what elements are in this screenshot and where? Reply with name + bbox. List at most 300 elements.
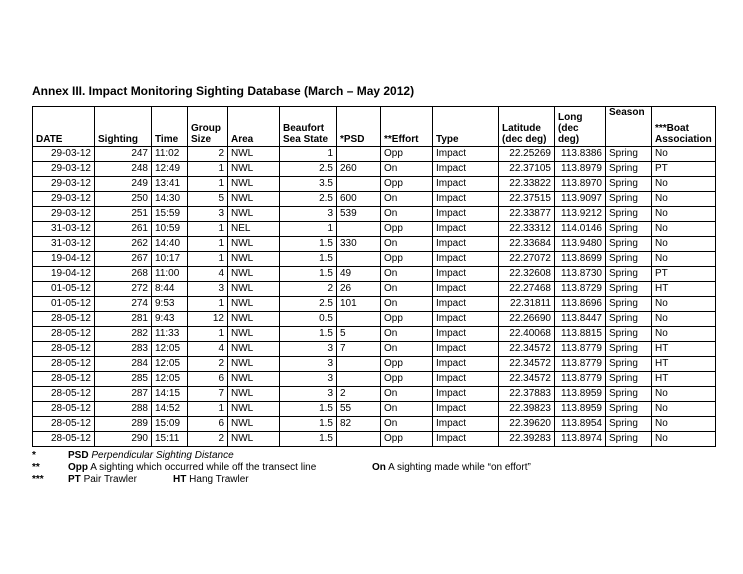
footnote-symbol: *** — [32, 474, 44, 485]
cell-season: Spring — [606, 252, 652, 267]
cell-time: 14:52 — [152, 402, 188, 417]
cell-area: NWL — [228, 297, 280, 312]
cell-type: Impact — [433, 147, 499, 162]
cell-type: Impact — [433, 387, 499, 402]
cell-beaufort: 2 — [280, 282, 337, 297]
cell-group-size: 1 — [188, 177, 228, 192]
footnote-boat — [32, 474, 672, 486]
cell-boat-association: HT — [652, 357, 716, 372]
cell-season: Spring — [606, 282, 652, 297]
table-row — [33, 402, 716, 417]
cell-time: 8:44 — [152, 282, 188, 297]
cell-season: Spring — [606, 372, 652, 387]
cell-sighting: 289 — [95, 417, 152, 432]
cell-area: NWL — [228, 267, 280, 282]
cell-season: Spring — [606, 327, 652, 342]
cell-latitude: 22.39823 — [499, 402, 555, 417]
cell-time: 14:15 — [152, 387, 188, 402]
cell-long: 113.9097 — [555, 192, 606, 207]
cell-long: 113.8779 — [555, 357, 606, 372]
cell-group-size: 2 — [188, 147, 228, 162]
cell-sighting: 283 — [95, 342, 152, 357]
cell-date: 29-03-12 — [33, 162, 95, 177]
cell-sighting: 281 — [95, 312, 152, 327]
table-body — [33, 147, 716, 447]
cell-group-size: 1 — [188, 252, 228, 267]
cell-effort: On — [381, 327, 433, 342]
cell-type: Impact — [433, 372, 499, 387]
cell-sighting: 290 — [95, 432, 152, 447]
cell-area: NWL — [228, 327, 280, 342]
cell-psd — [337, 222, 381, 237]
cell-beaufort: 1 — [280, 147, 337, 162]
cell-area: NWL — [228, 147, 280, 162]
cell-group-size: 1 — [188, 162, 228, 177]
cell-effort: Opp — [381, 357, 433, 372]
table-row — [33, 372, 716, 387]
cell-group-size: 1 — [188, 297, 228, 312]
cell-type: Impact — [433, 402, 499, 417]
cell-group-size: 7 — [188, 387, 228, 402]
cell-sighting: 251 — [95, 207, 152, 222]
cell-psd: 600 — [337, 192, 381, 207]
footnotes — [32, 450, 672, 486]
cell-season: Spring — [606, 162, 652, 177]
cell-time: 13:41 — [152, 177, 188, 192]
cell-date: 01-05-12 — [33, 282, 95, 297]
cell-type: Impact — [433, 222, 499, 237]
cell-type: Impact — [433, 312, 499, 327]
cell-latitude: 22.33877 — [499, 207, 555, 222]
cell-long: 113.8974 — [555, 432, 606, 447]
cell-latitude: 22.39283 — [499, 432, 555, 447]
cell-long: 113.8699 — [555, 252, 606, 267]
cell-psd: 82 — [337, 417, 381, 432]
cell-sighting: 268 — [95, 267, 152, 282]
cell-beaufort: 3 — [280, 207, 337, 222]
cell-date: 28-05-12 — [33, 417, 95, 432]
table-row — [33, 312, 716, 327]
footnote-symbol: * — [32, 450, 36, 461]
cell-psd — [337, 312, 381, 327]
cell-boat-association: No — [652, 297, 716, 312]
cell-date: 29-03-12 — [33, 177, 95, 192]
cell-beaufort: 1.5 — [280, 327, 337, 342]
col-header-long: Long (dec deg) — [555, 107, 606, 147]
cell-area: NWL — [228, 177, 280, 192]
cell-long: 113.8979 — [555, 162, 606, 177]
cell-sighting: 250 — [95, 192, 152, 207]
cell-long: 113.8779 — [555, 342, 606, 357]
table-row — [33, 237, 716, 252]
footnote-key: Opp — [68, 462, 88, 473]
cell-effort: On — [381, 402, 433, 417]
cell-beaufort: 1.5 — [280, 267, 337, 282]
cell-season: Spring — [606, 297, 652, 312]
col-header-date: DATE — [33, 107, 95, 147]
cell-sighting: 267 — [95, 252, 152, 267]
cell-time: 10:17 — [152, 252, 188, 267]
cell-time: 15:59 — [152, 207, 188, 222]
cell-boat-association: HT — [652, 282, 716, 297]
cell-long: 113.8954 — [555, 417, 606, 432]
cell-time: 12:05 — [152, 372, 188, 387]
cell-boat-association: HT — [652, 372, 716, 387]
cell-boat-association: No — [652, 147, 716, 162]
cell-sighting: 262 — [95, 237, 152, 252]
cell-time: 12:05 — [152, 342, 188, 357]
cell-area: NWL — [228, 207, 280, 222]
cell-beaufort: 1.5 — [280, 252, 337, 267]
cell-latitude: 22.27468 — [499, 282, 555, 297]
cell-effort: On — [381, 267, 433, 282]
footnote-psd — [32, 450, 672, 462]
cell-latitude: 22.32608 — [499, 267, 555, 282]
cell-season: Spring — [606, 387, 652, 402]
cell-psd — [337, 357, 381, 372]
cell-season: Spring — [606, 357, 652, 372]
cell-season: Spring — [606, 312, 652, 327]
cell-long: 113.8729 — [555, 282, 606, 297]
cell-group-size: 1 — [188, 237, 228, 252]
table-row — [33, 282, 716, 297]
cell-effort: On — [381, 297, 433, 312]
cell-area: NWL — [228, 372, 280, 387]
cell-long: 113.8970 — [555, 177, 606, 192]
cell-beaufort: 3 — [280, 372, 337, 387]
cell-beaufort: 3 — [280, 357, 337, 372]
cell-latitude: 22.31811 — [499, 297, 555, 312]
cell-area: NEL — [228, 222, 280, 237]
cell-date: 28-05-12 — [33, 387, 95, 402]
cell-latitude: 22.39620 — [499, 417, 555, 432]
cell-boat-association: No — [652, 432, 716, 447]
cell-type: Impact — [433, 417, 499, 432]
cell-date: 28-05-12 — [33, 372, 95, 387]
cell-time: 14:40 — [152, 237, 188, 252]
cell-date: 28-05-12 — [33, 327, 95, 342]
table-row — [33, 327, 716, 342]
cell-group-size: 1 — [188, 327, 228, 342]
cell-date: 28-05-12 — [33, 432, 95, 447]
footnote-key: PT — [68, 474, 81, 485]
cell-long: 114.0146 — [555, 222, 606, 237]
cell-effort: On — [381, 387, 433, 402]
col-header-boat-association: ***Boat Association — [652, 107, 716, 147]
cell-psd: 539 — [337, 207, 381, 222]
footnote-text: Hang Trawler — [189, 474, 249, 485]
cell-type: Impact — [433, 252, 499, 267]
cell-date: 29-03-12 — [33, 207, 95, 222]
cell-group-size: 5 — [188, 192, 228, 207]
col-header-latitude: Latitude (dec deg) — [499, 107, 555, 147]
cell-psd: 55 — [337, 402, 381, 417]
cell-latitude: 22.33822 — [499, 177, 555, 192]
cell-effort: Opp — [381, 177, 433, 192]
cell-psd: 7 — [337, 342, 381, 357]
cell-area: NWL — [228, 357, 280, 372]
cell-sighting: 247 — [95, 147, 152, 162]
cell-psd: 260 — [337, 162, 381, 177]
cell-effort: On — [381, 417, 433, 432]
cell-boat-association: No — [652, 387, 716, 402]
cell-area: NWL — [228, 417, 280, 432]
cell-boat-association: No — [652, 252, 716, 267]
table-row — [33, 192, 716, 207]
cell-season: Spring — [606, 267, 652, 282]
cell-beaufort: 2.5 — [280, 162, 337, 177]
footnote-key: On — [372, 462, 386, 473]
cell-boat-association: No — [652, 327, 716, 342]
col-header-time: Time — [152, 107, 188, 147]
cell-time: 9:43 — [152, 312, 188, 327]
col-header-season: Season — [606, 107, 652, 147]
table-row — [33, 222, 716, 237]
cell-effort: On — [381, 162, 433, 177]
cell-boat-association: HT — [652, 342, 716, 357]
cell-sighting: 248 — [95, 162, 152, 177]
cell-area: NWL — [228, 252, 280, 267]
annex-title: Annex III. Impact Monitoring Sighting Database (March – May 2012) — [32, 84, 415, 98]
cell-sighting: 284 — [95, 357, 152, 372]
footnote-text: Perpendicular Sighting Distance — [91, 450, 234, 461]
cell-long: 113.8696 — [555, 297, 606, 312]
cell-date: 19-04-12 — [33, 252, 95, 267]
cell-boat-association: No — [652, 192, 716, 207]
cell-psd — [337, 432, 381, 447]
cell-group-size: 3 — [188, 282, 228, 297]
cell-area: NWL — [228, 387, 280, 402]
table-row — [33, 207, 716, 222]
cell-group-size: 12 — [188, 312, 228, 327]
cell-boat-association: No — [652, 207, 716, 222]
footnote-symbol: ** — [32, 462, 40, 473]
table-row — [33, 342, 716, 357]
cell-sighting: 282 — [95, 327, 152, 342]
table-row — [33, 417, 716, 432]
cell-effort: On — [381, 342, 433, 357]
cell-long: 113.9480 — [555, 237, 606, 252]
cell-type: Impact — [433, 207, 499, 222]
cell-area: NWL — [228, 162, 280, 177]
cell-beaufort: 1.5 — [280, 417, 337, 432]
cell-latitude: 22.25269 — [499, 147, 555, 162]
cell-area: NWL — [228, 432, 280, 447]
sighting-database-table — [32, 106, 716, 447]
cell-beaufort: 3.5 — [280, 177, 337, 192]
cell-beaufort: 0.5 — [280, 312, 337, 327]
cell-group-size: 2 — [188, 432, 228, 447]
cell-effort: Opp — [381, 312, 433, 327]
cell-group-size: 1 — [188, 402, 228, 417]
cell-type: Impact — [433, 192, 499, 207]
cell-long: 113.8447 — [555, 312, 606, 327]
cell-sighting: 261 — [95, 222, 152, 237]
cell-latitude: 22.37883 — [499, 387, 555, 402]
cell-area: NWL — [228, 282, 280, 297]
cell-group-size: 1 — [188, 222, 228, 237]
footnote-text: Pair Trawler — [83, 474, 137, 485]
cell-effort: On — [381, 237, 433, 252]
cell-effort: On — [381, 192, 433, 207]
cell-long: 113.8386 — [555, 147, 606, 162]
cell-sighting: 249 — [95, 177, 152, 192]
cell-beaufort: 1.5 — [280, 432, 337, 447]
cell-date: 29-03-12 — [33, 147, 95, 162]
cell-season: Spring — [606, 402, 652, 417]
cell-beaufort: 1 — [280, 222, 337, 237]
cell-psd: 49 — [337, 267, 381, 282]
cell-sighting: 274 — [95, 297, 152, 312]
cell-latitude: 22.37105 — [499, 162, 555, 177]
cell-sighting: 288 — [95, 402, 152, 417]
cell-beaufort: 1.5 — [280, 402, 337, 417]
cell-effort: Opp — [381, 222, 433, 237]
cell-boat-association: No — [652, 312, 716, 327]
cell-type: Impact — [433, 357, 499, 372]
cell-type: Impact — [433, 432, 499, 447]
cell-area: NWL — [228, 402, 280, 417]
cell-time: 14:30 — [152, 192, 188, 207]
table-row — [33, 357, 716, 372]
cell-type: Impact — [433, 237, 499, 252]
cell-boat-association: PT — [652, 267, 716, 282]
cell-sighting: 285 — [95, 372, 152, 387]
cell-psd: 2 — [337, 387, 381, 402]
cell-effort: Opp — [381, 252, 433, 267]
cell-date: 28-05-12 — [33, 342, 95, 357]
cell-season: Spring — [606, 222, 652, 237]
cell-time: 10:59 — [152, 222, 188, 237]
footnote-effort — [32, 462, 672, 474]
cell-season: Spring — [606, 432, 652, 447]
cell-date: 28-05-12 — [33, 357, 95, 372]
table-header-row — [33, 107, 716, 147]
table-row — [33, 297, 716, 312]
cell-season: Spring — [606, 177, 652, 192]
cell-group-size: 4 — [188, 267, 228, 282]
cell-area: NWL — [228, 342, 280, 357]
table-row — [33, 147, 716, 162]
col-header-psd: *PSD — [337, 107, 381, 147]
cell-type: Impact — [433, 327, 499, 342]
cell-beaufort: 3 — [280, 387, 337, 402]
col-header-beaufort: Beaufort Sea State — [280, 107, 337, 147]
col-header-area: Area — [228, 107, 280, 147]
cell-latitude: 22.33684 — [499, 237, 555, 252]
cell-latitude: 22.33312 — [499, 222, 555, 237]
footnote-text: A sighting which occurred while off the transect line — [90, 462, 317, 473]
cell-beaufort: 2.5 — [280, 297, 337, 312]
cell-latitude: 22.34572 — [499, 342, 555, 357]
cell-psd: 330 — [337, 237, 381, 252]
cell-group-size: 3 — [188, 207, 228, 222]
cell-type: Impact — [433, 162, 499, 177]
cell-time: 11:02 — [152, 147, 188, 162]
cell-group-size: 6 — [188, 372, 228, 387]
cell-sighting: 287 — [95, 387, 152, 402]
cell-psd — [337, 252, 381, 267]
cell-group-size: 2 — [188, 357, 228, 372]
col-header-sighting: Sighting — [95, 107, 152, 147]
cell-date: 19-04-12 — [33, 267, 95, 282]
cell-psd — [337, 147, 381, 162]
col-header-effort: **Effort — [381, 107, 433, 147]
table-row — [33, 387, 716, 402]
cell-group-size: 4 — [188, 342, 228, 357]
cell-sighting: 272 — [95, 282, 152, 297]
cell-latitude: 22.34572 — [499, 372, 555, 387]
cell-effort: On — [381, 282, 433, 297]
cell-type: Impact — [433, 342, 499, 357]
cell-area: NWL — [228, 192, 280, 207]
table-row — [33, 162, 716, 177]
cell-latitude: 22.27072 — [499, 252, 555, 267]
cell-time: 15:09 — [152, 417, 188, 432]
cell-beaufort: 3 — [280, 342, 337, 357]
cell-date: 28-05-12 — [33, 312, 95, 327]
cell-beaufort: 2.5 — [280, 192, 337, 207]
cell-beaufort: 1.5 — [280, 237, 337, 252]
cell-effort: Opp — [381, 372, 433, 387]
cell-season: Spring — [606, 342, 652, 357]
cell-boat-association: No — [652, 417, 716, 432]
cell-latitude: 22.34572 — [499, 357, 555, 372]
cell-type: Impact — [433, 177, 499, 192]
cell-effort: Opp — [381, 147, 433, 162]
cell-date: 31-03-12 — [33, 237, 95, 252]
cell-long: 113.8779 — [555, 372, 606, 387]
cell-long: 113.8959 — [555, 387, 606, 402]
cell-boat-association: PT — [652, 162, 716, 177]
cell-season: Spring — [606, 192, 652, 207]
footnote-key: PSD — [68, 450, 89, 461]
cell-long: 113.8959 — [555, 402, 606, 417]
cell-psd: 26 — [337, 282, 381, 297]
col-header-type: Type — [433, 107, 499, 147]
cell-effort: On — [381, 207, 433, 222]
cell-time: 12:05 — [152, 357, 188, 372]
cell-boat-association: No — [652, 177, 716, 192]
cell-season: Spring — [606, 417, 652, 432]
table-row — [33, 432, 716, 447]
cell-group-size: 6 — [188, 417, 228, 432]
cell-date: 29-03-12 — [33, 192, 95, 207]
footnote-key: HT — [173, 474, 187, 485]
cell-season: Spring — [606, 147, 652, 162]
cell-date: 28-05-12 — [33, 402, 95, 417]
cell-time: 11:33 — [152, 327, 188, 342]
cell-time: 11:00 — [152, 267, 188, 282]
cell-boat-association: No — [652, 402, 716, 417]
cell-boat-association: No — [652, 222, 716, 237]
table-row — [33, 252, 716, 267]
cell-date: 31-03-12 — [33, 222, 95, 237]
cell-type: Impact — [433, 297, 499, 312]
cell-date: 01-05-12 — [33, 297, 95, 312]
col-header-group-size: Group Size — [188, 107, 228, 147]
cell-season: Spring — [606, 207, 652, 222]
cell-time: 12:49 — [152, 162, 188, 177]
cell-type: Impact — [433, 282, 499, 297]
cell-psd: 5 — [337, 327, 381, 342]
cell-long: 113.8730 — [555, 267, 606, 282]
cell-long: 113.9212 — [555, 207, 606, 222]
cell-area: NWL — [228, 237, 280, 252]
cell-season: Spring — [606, 237, 652, 252]
cell-effort: Opp — [381, 432, 433, 447]
cell-long: 113.8815 — [555, 327, 606, 342]
